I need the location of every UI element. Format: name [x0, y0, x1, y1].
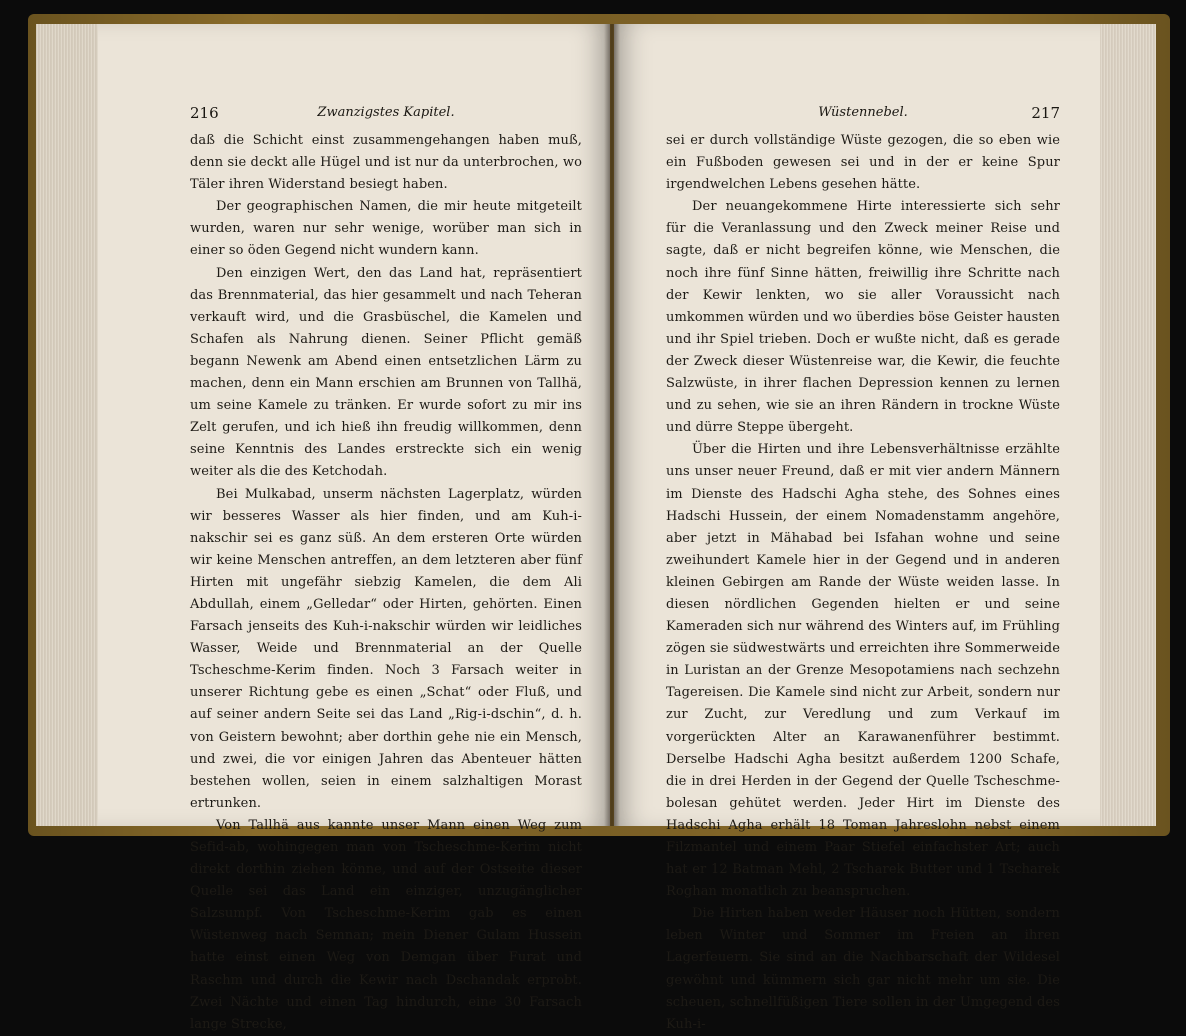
paragraph: Der geographischen Namen, die mir heute mitgeteilt wurden, waren nur sehr wenige, worüber man sich in einer so öden Gegend nicht wundern kann. [190, 199, 582, 259]
paragraph: Die Hirten haben weder Häuser noch Hütten, sondern leben Winter und Sommer im Freien an ihren Lagerfeuern. Sie sind an die Nachbarschaft der Wildesel gewöhnt und kümmern sich gar nicht mehr um sie. Die scheuen, schnellfüßigen Tiere sollen in der Umgegend des Kuh-i- [666, 906, 1060, 1032]
running-title: Zwanzigstes Kapitel. [317, 105, 455, 120]
paragraph: Über die Hirten und ihre Lebensverhältnisse erzählte uns unser neuer Freund, daß er mit vier andern Männern im Dienste des Hadschi Agha stehe, des Sohnes eines Hadschi Hussein, der einem Nomadenstamm angehöre, aber jetzt in Mähabad bei Isfahan wohne und seine zweihundert Kamele hier in der Gegend und in anderen kleinen Gebirgen am Rande der Wüste weiden lasse. In diesen nördlichen Gegenden hielten er und seine Kameraden sich nur während des Winters auf, im Frühling zögen sie südwestwärts und erreichten ihre Sommerweide in Luristan an der Grenze Mesopotamiens nach sechzehn Tagereisen. Die Kamele sind nicht zur Arbeit, sondern nur zur Zucht, zur Veredlung und zum Verkauf im vorgerückten Alter an Karawanenführer bestimmt. Derselbe Hadschi Agha besitzt außerdem 1200 Schafe, die in drei Herden in der Gegend der Quelle Tscheschme-bolesan gehütet werden. Jeder Hirt im Dienste des Hadschi Agha erhält 18 Toman Jahreslohn nebst einem Filzmantel und einem Paar Stiefel einfachster Art; auch hat er 12 Batman Mehl, 2 Tscharek Butter und 1 Tscharek Roghan monatlich zu beanspruchen. [666, 442, 1060, 900]
paragraph: Den einzigen Wert, den das Land hat, repräsentiert das Brennmaterial, das hier gesammelt und nach Teheran verkauft wird, und die Grasbüschel, die Kamelen und Schafen als Nahrung dienen. Seiner Pflicht gemäß begann Newenk am Abend einen entsetzlichen Lärm zu machen, denn ein Mann erschien am Brunnen von Tallhä, um seine Kamele zu tränken. Er wurde sofort zu mir ins Zelt gerufen, und ich hieß ihn freudig willkommen, denn seine Kenntnis des Landes erstreckte sich ein wenig weiter als die des Ketchodah. [190, 265, 582, 480]
left-page-body [190, 130, 582, 1036]
book-gutter [604, 24, 620, 826]
left-page-header [190, 104, 582, 130]
page-number: 217 [1031, 104, 1060, 122]
paragraph: sei er durch vollständige Wüste gezogen, die so eben wie ein Fußboden gewesen sei und in der er keine Spur irgendwelchen Lebens gesehen hätte. [666, 133, 1060, 193]
right-page-body [666, 130, 1060, 1036]
page-number: 216 [190, 104, 219, 122]
right-page [614, 24, 1100, 1032]
paragraph: Der neuangekommene Hirte interessierte sich sehr für die Veranlassung und den Zweck meiner Reise und sagte, daß er nicht begreifen könne, wie Menschen, die noch ihre fünf Sinne hätten, freiwillig ihre Schritte nach der Kewir lenkten, wo sie aller Voraussicht nach umkommen würden und wo überdies böse Geister hausten und ihr Spiel trieben. Doch er wußte nicht, daß es gerade der Zweck dieser Wüstenreise war, die Kewir, die feuchte Salzwüste, in ihrer flachen Depression kennen zu lernen und zu sehen, wie sie an ihren Rändern in trockne Wüste und dürre Steppe übergeht. [666, 199, 1060, 436]
paragraph: Von Tallhä aus kannte unser Mann einen Weg zum Sefid-ab, wohingegen man von Tscheschme-Kerim nicht direkt dorthin ziehen könne, und auf der Ostseite dieser Quelle sei das Land ein einziger, unzugänglicher Salzsumpf. Von Tscheschme-Kerim gab es einen Wüstenweg nach Semnan; mein Diener Gulam Hussein hatte einst einen Weg von Demgan über Furat und Raschm und durch die Kewir nach Dschandak erprobt. Zwei Nächte und einen Tag hindurch, eine 30 Farsach lange Strecke, [190, 817, 582, 1032]
right-page-header [666, 104, 1060, 130]
paragraph: Bei Mulkabad, unserm nächsten Lagerplatz, würden wir besseres Wasser als hier finden, und am Kuh-i-nakschir sei es ganz süß. An dem ersteren Orte würden wir keine Menschen antreffen, an dem letzteren aber fünf Hirten mit ungefähr siebzig Kamelen, die dem Ali Abdullah, einem „Gelledar“ oder Hirten, gehörten. Einen Farsach jenseits des Kuh-i-nakschir würden wir leidliches Wasser, Weide und Brennmaterial an der Quelle Tscheschme-Kerim finden. Noch 3 Farsach weiter in unserer Richtung gebe es einen „Schat“ oder Fluß, und auf seiner andern Seite sei das Land „Rig-i-dschin“, d. h. von Geistern bewohnt; aber dorthin gehe nie ein Mensch, und zwei, die vor einigen Jahren das Abenteuer hätten bestehen wollen, seien in einem salzhaltigen Morast ertrunken. [190, 486, 582, 811]
left-page [98, 24, 610, 1032]
page-edges-left [36, 24, 98, 826]
page-edges-right [1100, 24, 1156, 826]
paragraph: daß die Schicht einst zusammengehangen haben muß, denn sie deckt alle Hügel und ist nur da unterbrochen, wo Täler ihren Widerstand besiegt haben. [190, 133, 582, 193]
running-title: Wüstennebel. [818, 105, 908, 120]
